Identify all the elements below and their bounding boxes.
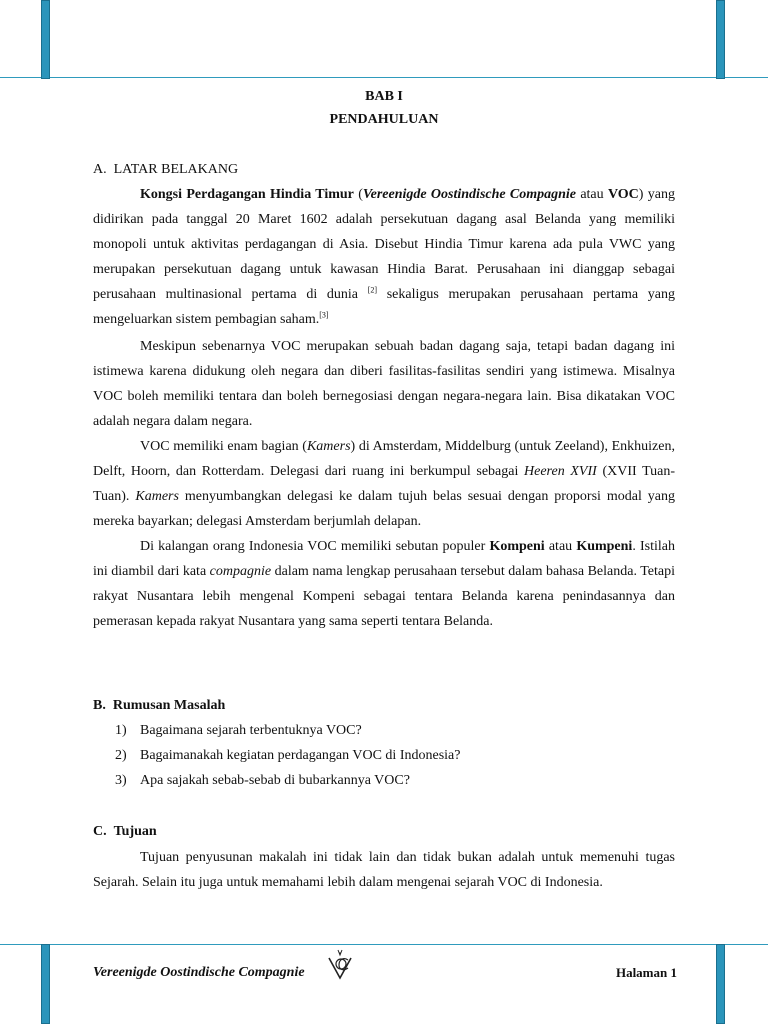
section-a-heading bbox=[93, 162, 238, 178]
footer-left-bar bbox=[41, 944, 50, 1024]
section-a-label: A. bbox=[93, 162, 107, 177]
section-c-title: Tujuan bbox=[113, 824, 157, 839]
p3-text: ) di Amsterdam, Middelburg (untuk Zeeland), Enkhuizen, Delft, Hoorn, dan Rotterdam. Delegasi dari ruang ini berkumpul sebagai bbox=[93, 439, 675, 479]
section-c-label: C. bbox=[93, 824, 107, 839]
footer-rule bbox=[0, 944, 768, 945]
p3-text: VOC memiliki enam bagian ( bbox=[140, 439, 307, 454]
footer-right-bar bbox=[716, 944, 725, 1024]
header-rule bbox=[0, 77, 768, 78]
p4-kumpeni: Kumpeni bbox=[576, 539, 633, 554]
section-b-label: B. bbox=[93, 698, 106, 713]
section-a-paragraph-3 bbox=[93, 434, 675, 534]
page-number: Halaman 1 bbox=[615, 965, 677, 980]
voc-monogram-icon bbox=[326, 948, 354, 985]
footnote-ref-3: [3] bbox=[319, 310, 329, 320]
list-item bbox=[115, 723, 362, 739]
p3-heeren-xvii: Heeren XVII bbox=[524, 464, 597, 479]
section-c-heading bbox=[93, 824, 157, 840]
p4-text: . Istilah ini diambil dari kata bbox=[93, 539, 675, 579]
p4-text: atau bbox=[544, 539, 577, 554]
section-b-heading bbox=[93, 698, 225, 714]
section-c-paragraph-1: Tujuan penyusunan makalah ini tidak lain dan tidak bukan adalah untuk memenuhi tugas Sejarah. Selain itu juga untuk memahami lebih dalam mengenai sejarah VOC di Indonesia. bbox=[93, 850, 675, 890]
p3-text: (XVII Tuan-Tuan). bbox=[93, 464, 676, 504]
p4-text: dalam nama lengkap perusahaan tersebut dalam bahasa Belanda. Tetapi rakyat Nusantara lebih mengenal Kompeni sebagai tentara Belanda karena penindasannya dan pemerasan kepada rakyat Nusantara yang sama seperti tentara Belanda. bbox=[93, 564, 675, 629]
section-a-paragraph-4 bbox=[93, 534, 675, 634]
section-b-title: Rumusan Masalah bbox=[112, 698, 226, 713]
section-a-paragraph-1 bbox=[93, 182, 675, 332]
p1-voc-fullname: Vereenigde Oostindische Compagnie bbox=[362, 187, 577, 202]
footer-company-name: Vereenigde Oostindische Compagnie bbox=[93, 965, 305, 980]
p1-voc: VOC bbox=[607, 187, 639, 202]
section-a-paragraph-2: Meskipun sebenarnya VOC merupakan sebuah badan dagang saja, tetapi badan dagang ini istimewa karena didukung oleh negara dan diberi fasilitas-fasilitas sendiri yang istimewa. Misalnya VOC boleh memiliki tentara dan boleh bernegosiasi dengan negara-negara lain. Bisa dikatakan VOC adalah negara dalam negara. bbox=[93, 339, 675, 429]
p1-text: atau bbox=[576, 187, 608, 202]
p4-kompeni: Kompeni bbox=[489, 539, 545, 554]
list-item-text: Bagaimana sejarah terbentuknya VOC? bbox=[140, 723, 362, 738]
header-left-bar bbox=[41, 0, 50, 79]
p3-kamers: Kamers bbox=[306, 439, 351, 454]
footnote-ref-2: [2] bbox=[367, 285, 378, 295]
section-a-title: LATAR BELAKANG bbox=[113, 162, 239, 177]
p3-text: menyumbangkan delegasi ke dalam tujuh belas sesuai dengan proporsi modal yang mereka bayarkan; delegasi Amsterdam berjumlah delapan. bbox=[93, 489, 675, 529]
list-item-text: Apa sajakah sebab-sebab di bubarkannya VOC? bbox=[140, 773, 410, 788]
list-item-number: 2) bbox=[115, 748, 127, 763]
p1-bold-kongsi: Kongsi Perdagangan Hindia Timur bbox=[140, 187, 354, 202]
header-right-bar bbox=[716, 0, 725, 79]
p4-compagnie: compagnie bbox=[209, 564, 272, 579]
list-item-text: Bagaimanakah kegiatan perdagangan VOC di Indonesia? bbox=[140, 748, 461, 763]
chapter-number: BAB I bbox=[365, 89, 403, 104]
list-item-number: 1) bbox=[115, 723, 127, 738]
p1-text: sekaligus merupakan perusahaan pertama yang mengeluarkan sistem pembagian saham. bbox=[93, 287, 675, 327]
p3-kamers: Kamers bbox=[135, 489, 179, 504]
p4-text: Di kalangan orang Indonesia VOC memiliki sebutan populer bbox=[140, 539, 490, 554]
list-item bbox=[115, 773, 410, 789]
chapter-title: PENDAHULUAN bbox=[329, 112, 439, 127]
list-item-number: 3) bbox=[115, 773, 127, 788]
p1-text: ) yang didirikan pada tanggal 20 Maret 1602 adalah persekutuan dagang asal Belanda yang memiliki monopoli untuk aktivitas perdagangan di Asia. Disebut Hindia Timur karena ada pula VWC yang merupakan persekutuan dagang untuk kawasan Hindia Barat. Perusahaan ini dianggap sebagai perusahaan multinasional pertama di dunia bbox=[93, 187, 675, 302]
p1-text: ( bbox=[353, 187, 363, 202]
list-item bbox=[115, 748, 460, 764]
